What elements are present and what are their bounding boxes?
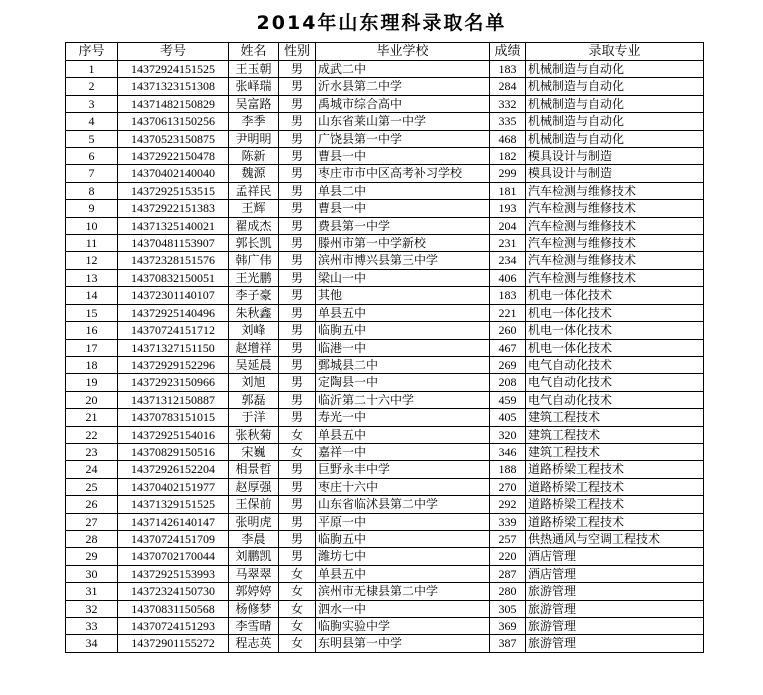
- cell-school: 广饶县第一中学: [316, 130, 490, 147]
- table-row: [66, 548, 704, 565]
- cell-gender: 男: [279, 252, 316, 269]
- cell-score: 231: [490, 235, 526, 252]
- cell-seq: 34: [66, 635, 118, 652]
- cell-name: 郭磊: [229, 391, 279, 408]
- column-header-exam-no: 考号: [118, 43, 229, 61]
- table-row: [66, 391, 704, 408]
- cell-score: 269: [490, 356, 526, 373]
- cell-exam-no: 14372925153993: [118, 565, 229, 582]
- cell-exam-no: 14370783151015: [118, 409, 229, 426]
- cell-name: 吴富路: [229, 95, 279, 112]
- cell-exam-no: 14370402140040: [118, 165, 229, 182]
- cell-exam-no: 14371312150887: [118, 391, 229, 408]
- cell-school: 成武二中: [316, 61, 490, 78]
- table-row: [66, 148, 704, 165]
- cell-major: 建筑工程技术: [526, 443, 704, 460]
- cell-school: 临港一中: [316, 339, 490, 356]
- cell-seq: 3: [66, 95, 118, 112]
- cell-major: 汽车检测与维修技术: [526, 269, 704, 286]
- cell-exam-no: 14372324150730: [118, 583, 229, 600]
- cell-major: 建筑工程技术: [526, 409, 704, 426]
- cell-seq: 15: [66, 304, 118, 321]
- cell-gender: 女: [279, 600, 316, 617]
- table-row: [66, 496, 704, 513]
- cell-gender: 女: [279, 618, 316, 635]
- cell-score: 468: [490, 130, 526, 147]
- cell-school: 临朐五中: [316, 322, 490, 339]
- cell-gender: 男: [279, 478, 316, 495]
- cell-score: 346: [490, 443, 526, 460]
- cell-major: 机械制造与自动化: [526, 130, 704, 147]
- cell-name: 张秋菊: [229, 426, 279, 443]
- cell-name: 杨修梦: [229, 600, 279, 617]
- cell-name: 朱秋鑫: [229, 304, 279, 321]
- cell-exam-no: 14372901155272: [118, 635, 229, 652]
- cell-seq: 32: [66, 600, 118, 617]
- cell-seq: 26: [66, 496, 118, 513]
- cell-seq: 33: [66, 618, 118, 635]
- table-row: [66, 356, 704, 373]
- cell-seq: 9: [66, 200, 118, 217]
- cell-score: 183: [490, 61, 526, 78]
- column-header-major: 录取专业: [526, 43, 704, 61]
- table-row: [66, 443, 704, 460]
- cell-seq: 28: [66, 530, 118, 547]
- cell-school: 寿光一中: [316, 409, 490, 426]
- cell-gender: 男: [279, 165, 316, 182]
- cell-score: 369: [490, 618, 526, 635]
- cell-exam-no: 14372922151383: [118, 200, 229, 217]
- cell-score: 234: [490, 252, 526, 269]
- cell-school: 临朐实验中学: [316, 618, 490, 635]
- cell-major: 汽车检测与维修技术: [526, 182, 704, 199]
- cell-gender: 男: [279, 513, 316, 530]
- cell-school: 东明县第一中学: [316, 635, 490, 652]
- cell-score: 339: [490, 513, 526, 530]
- cell-seq: 27: [66, 513, 118, 530]
- column-header-school: 毕业学校: [316, 43, 490, 61]
- cell-exam-no: 14372301140107: [118, 287, 229, 304]
- cell-seq: 23: [66, 443, 118, 460]
- cell-school: 临朐五中: [316, 530, 490, 547]
- cell-name: 刘旭: [229, 374, 279, 391]
- cell-score: 188: [490, 461, 526, 478]
- table-row: [66, 269, 704, 286]
- cell-major: 旅游管理: [526, 583, 704, 600]
- header-row: [66, 43, 704, 61]
- cell-exam-no: 14371329151525: [118, 496, 229, 513]
- table-row: [66, 113, 704, 130]
- table-row: [66, 583, 704, 600]
- cell-school: 单县五中: [316, 426, 490, 443]
- table-row: [66, 565, 704, 582]
- cell-school: 曹县一中: [316, 148, 490, 165]
- table-row: [66, 322, 704, 339]
- cell-gender: 男: [279, 339, 316, 356]
- cell-seq: 1: [66, 61, 118, 78]
- table-row: [66, 130, 704, 147]
- cell-exam-no: 14370481153907: [118, 235, 229, 252]
- cell-name: 王保前: [229, 496, 279, 513]
- cell-name: 魏源: [229, 165, 279, 182]
- cell-name: 刘鹏凯: [229, 548, 279, 565]
- cell-school: 山东省莱山第一中学: [316, 113, 490, 130]
- cell-school: 曹县一中: [316, 200, 490, 217]
- cell-seq: 12: [66, 252, 118, 269]
- cell-seq: 30: [66, 565, 118, 582]
- cell-seq: 20: [66, 391, 118, 408]
- table-row: [66, 287, 704, 304]
- table-row: [66, 182, 704, 199]
- table-row: [66, 478, 704, 495]
- cell-name: 于洋: [229, 409, 279, 426]
- cell-gender: 男: [279, 496, 316, 513]
- cell-exam-no: 14370523150875: [118, 130, 229, 147]
- cell-school: 平原一中: [316, 513, 490, 530]
- cell-exam-no: 14372926152204: [118, 461, 229, 478]
- cell-name: 张峄瑞: [229, 78, 279, 95]
- cell-name: 孟祥民: [229, 182, 279, 199]
- cell-seq: 2: [66, 78, 118, 95]
- cell-major: 道路桥梁工程技术: [526, 496, 704, 513]
- cell-score: 467: [490, 339, 526, 356]
- cell-gender: 男: [279, 130, 316, 147]
- table-body: [66, 61, 704, 653]
- cell-major: 汽车检测与维修技术: [526, 252, 704, 269]
- cell-score: 280: [490, 583, 526, 600]
- cell-name: 宋巍: [229, 443, 279, 460]
- cell-major: 电气自动化技术: [526, 391, 704, 408]
- cell-seq: 6: [66, 148, 118, 165]
- cell-name: 刘峰: [229, 322, 279, 339]
- cell-score: 182: [490, 148, 526, 165]
- cell-major: 旅游管理: [526, 618, 704, 635]
- cell-name: 韩广伟: [229, 252, 279, 269]
- table-row: [66, 200, 704, 217]
- cell-major: 电气自动化技术: [526, 374, 704, 391]
- cell-exam-no: 14370829150516: [118, 443, 229, 460]
- cell-seq: 14: [66, 287, 118, 304]
- cell-gender: 男: [279, 304, 316, 321]
- cell-seq: 17: [66, 339, 118, 356]
- page-title: 2014年山东理科录取名单: [256, 12, 507, 34]
- cell-gender: 男: [279, 461, 316, 478]
- table-row: [66, 635, 704, 652]
- cell-score: 299: [490, 165, 526, 182]
- cell-name: 李季: [229, 113, 279, 130]
- cell-major: 酒店管理: [526, 565, 704, 582]
- cell-name: 李雪晴: [229, 618, 279, 635]
- cell-school: 费县第一中学: [316, 217, 490, 234]
- column-header-score: 成绩: [490, 43, 526, 61]
- cell-exam-no: 14370702170044: [118, 548, 229, 565]
- cell-score: 257: [490, 530, 526, 547]
- cell-score: 284: [490, 78, 526, 95]
- cell-exam-no: 14372929152296: [118, 356, 229, 373]
- cell-gender: 男: [279, 200, 316, 217]
- cell-gender: 男: [279, 182, 316, 199]
- cell-major: 电气自动化技术: [526, 356, 704, 373]
- cell-score: 208: [490, 374, 526, 391]
- cell-seq: 5: [66, 130, 118, 147]
- cell-school: 巨野永丰中学: [316, 461, 490, 478]
- cell-major: 旅游管理: [526, 635, 704, 652]
- cell-major: 模具设计与制造: [526, 148, 704, 165]
- cell-school: 临沂第二十六中学: [316, 391, 490, 408]
- cell-major: 机械制造与自动化: [526, 61, 704, 78]
- cell-school: 禹城市综合高中: [316, 95, 490, 112]
- cell-major: 机电一体化技术: [526, 322, 704, 339]
- cell-score: 320: [490, 426, 526, 443]
- cell-name: 王玉朝: [229, 61, 279, 78]
- cell-score: 335: [490, 113, 526, 130]
- admission-table: [65, 42, 704, 653]
- cell-school: 枣庄十六中: [316, 478, 490, 495]
- cell-major: 机械制造与自动化: [526, 95, 704, 112]
- cell-major: 机械制造与自动化: [526, 113, 704, 130]
- cell-name: 程志英: [229, 635, 279, 652]
- cell-score: 305: [490, 600, 526, 617]
- cell-exam-no: 14372922150478: [118, 148, 229, 165]
- column-header-name: 姓名: [229, 43, 279, 61]
- cell-score: 270: [490, 478, 526, 495]
- cell-score: 459: [490, 391, 526, 408]
- cell-score: 181: [490, 182, 526, 199]
- cell-major: 机电一体化技术: [526, 339, 704, 356]
- cell-exam-no: 14370724151709: [118, 530, 229, 547]
- cell-gender: 男: [279, 113, 316, 130]
- cell-gender: 男: [279, 374, 316, 391]
- cell-gender: 男: [279, 95, 316, 112]
- cell-name: 吴延晨: [229, 356, 279, 373]
- cell-exam-no: 14370613150256: [118, 113, 229, 130]
- cell-score: 204: [490, 217, 526, 234]
- cell-major: 汽车检测与维修技术: [526, 235, 704, 252]
- cell-seq: 11: [66, 235, 118, 252]
- cell-name: 翟成杰: [229, 217, 279, 234]
- cell-seq: 29: [66, 548, 118, 565]
- table-row: [66, 217, 704, 234]
- cell-seq: 31: [66, 583, 118, 600]
- cell-exam-no: 14372925153515: [118, 182, 229, 199]
- cell-name: 尹明明: [229, 130, 279, 147]
- cell-score: 220: [490, 548, 526, 565]
- table-row: [66, 339, 704, 356]
- cell-seq: 22: [66, 426, 118, 443]
- cell-school: 嘉祥一中: [316, 443, 490, 460]
- cell-exam-no: 14371323151308: [118, 78, 229, 95]
- cell-name: 李晨: [229, 530, 279, 547]
- cell-name: 马翠翠: [229, 565, 279, 582]
- cell-major: 建筑工程技术: [526, 426, 704, 443]
- table-row: [66, 530, 704, 547]
- cell-school: 枣庄市市中区高考补习学校: [316, 165, 490, 182]
- cell-school: 鄄城县二中: [316, 356, 490, 373]
- cell-exam-no: 14370402151977: [118, 478, 229, 495]
- cell-name: 赵增祥: [229, 339, 279, 356]
- cell-name: 郭婷婷: [229, 583, 279, 600]
- cell-major: 旅游管理: [526, 600, 704, 617]
- cell-major: 道路桥梁工程技术: [526, 461, 704, 478]
- cell-exam-no: 14370724151712: [118, 322, 229, 339]
- cell-name: 郭长凯: [229, 235, 279, 252]
- table-row: [66, 235, 704, 252]
- table-row: [66, 95, 704, 112]
- cell-gender: 男: [279, 409, 316, 426]
- cell-major: 机电一体化技术: [526, 304, 704, 321]
- cell-score: 292: [490, 496, 526, 513]
- cell-gender: 男: [279, 269, 316, 286]
- cell-exam-no: 14371327151150: [118, 339, 229, 356]
- table-row: [66, 618, 704, 635]
- cell-name: 李子豪: [229, 287, 279, 304]
- cell-seq: 18: [66, 356, 118, 373]
- cell-seq: 10: [66, 217, 118, 234]
- cell-score: 332: [490, 95, 526, 112]
- cell-exam-no: 14371426140147: [118, 513, 229, 530]
- cell-exam-no: 14370831150568: [118, 600, 229, 617]
- cell-school: 单县五中: [316, 565, 490, 582]
- cell-name: 赵厚强: [229, 478, 279, 495]
- table-row: [66, 78, 704, 95]
- cell-seq: 7: [66, 165, 118, 182]
- cell-exam-no: 14372924151525: [118, 61, 229, 78]
- cell-school: 山东省临沭县第二中学: [316, 496, 490, 513]
- cell-school: 单县二中: [316, 182, 490, 199]
- cell-seq: 8: [66, 182, 118, 199]
- cell-school: 滨州市无棣县第二中学: [316, 583, 490, 600]
- cell-gender: 男: [279, 78, 316, 95]
- cell-seq: 21: [66, 409, 118, 426]
- column-header-seq: 序号: [66, 43, 118, 61]
- cell-exam-no: 14371325140021: [118, 217, 229, 234]
- cell-name: 王辉: [229, 200, 279, 217]
- cell-gender: 男: [279, 356, 316, 373]
- cell-school: 单县五中: [316, 304, 490, 321]
- cell-gender: 男: [279, 148, 316, 165]
- table-row: [66, 513, 704, 530]
- cell-exam-no: 14372925140496: [118, 304, 229, 321]
- cell-gender: 女: [279, 426, 316, 443]
- cell-score: 193: [490, 200, 526, 217]
- cell-major: 供热通风与空调工程技术: [526, 530, 704, 547]
- cell-seq: 13: [66, 269, 118, 286]
- cell-score: 287: [490, 565, 526, 582]
- table-row: [66, 165, 704, 182]
- cell-seq: 25: [66, 478, 118, 495]
- cell-exam-no: 14370832150051: [118, 269, 229, 286]
- cell-seq: 16: [66, 322, 118, 339]
- cell-gender: 女: [279, 635, 316, 652]
- cell-name: 张明虎: [229, 513, 279, 530]
- cell-school: 潍坊七中: [316, 548, 490, 565]
- cell-exam-no: 14372925154016: [118, 426, 229, 443]
- table-row: [66, 374, 704, 391]
- table-row: [66, 409, 704, 426]
- table-row: [66, 461, 704, 478]
- table-row: [66, 600, 704, 617]
- cell-seq: 4: [66, 113, 118, 130]
- cell-score: 406: [490, 269, 526, 286]
- cell-gender: 男: [279, 287, 316, 304]
- cell-exam-no: 14370724151293: [118, 618, 229, 635]
- cell-gender: 男: [279, 391, 316, 408]
- cell-score: 387: [490, 635, 526, 652]
- cell-gender: 男: [279, 548, 316, 565]
- cell-exam-no: 14372328151576: [118, 252, 229, 269]
- cell-school: 定陶县一中: [316, 374, 490, 391]
- cell-major: 汽车检测与维修技术: [526, 217, 704, 234]
- cell-exam-no: 14371482150829: [118, 95, 229, 112]
- table-row: [66, 304, 704, 321]
- cell-school: 滨州市博兴县第三中学: [316, 252, 490, 269]
- cell-name: 陈新: [229, 148, 279, 165]
- table-row: [66, 426, 704, 443]
- cell-major: 机电一体化技术: [526, 287, 704, 304]
- table-row: [66, 252, 704, 269]
- cell-school: 其他: [316, 287, 490, 304]
- cell-score: 221: [490, 304, 526, 321]
- cell-gender: 女: [279, 443, 316, 460]
- cell-gender: 男: [279, 322, 316, 339]
- cell-major: 模具设计与制造: [526, 165, 704, 182]
- column-header-gender: 性别: [279, 43, 316, 61]
- cell-major: 道路桥梁工程技术: [526, 478, 704, 495]
- table-row: [66, 61, 704, 78]
- cell-exam-no: 14372923150966: [118, 374, 229, 391]
- cell-gender: 男: [279, 61, 316, 78]
- cell-gender: 男: [279, 217, 316, 234]
- cell-score: 183: [490, 287, 526, 304]
- cell-school: 滕州市第一中学新校: [316, 235, 490, 252]
- cell-major: 机械制造与自动化: [526, 78, 704, 95]
- cell-name: 相景哲: [229, 461, 279, 478]
- cell-major: 道路桥梁工程技术: [526, 513, 704, 530]
- cell-major: 酒店管理: [526, 548, 704, 565]
- cell-score: 260: [490, 322, 526, 339]
- cell-school: 泗水一中: [316, 600, 490, 617]
- cell-school: 梁山一中: [316, 269, 490, 286]
- cell-gender: 男: [279, 235, 316, 252]
- cell-score: 405: [490, 409, 526, 426]
- cell-seq: 19: [66, 374, 118, 391]
- cell-seq: 24: [66, 461, 118, 478]
- cell-gender: 女: [279, 565, 316, 582]
- cell-school: 沂水县第二中学: [316, 78, 490, 95]
- cell-gender: 男: [279, 530, 316, 547]
- cell-name: 王光鹏: [229, 269, 279, 286]
- cell-gender: 女: [279, 583, 316, 600]
- cell-major: 汽车检测与维修技术: [526, 200, 704, 217]
